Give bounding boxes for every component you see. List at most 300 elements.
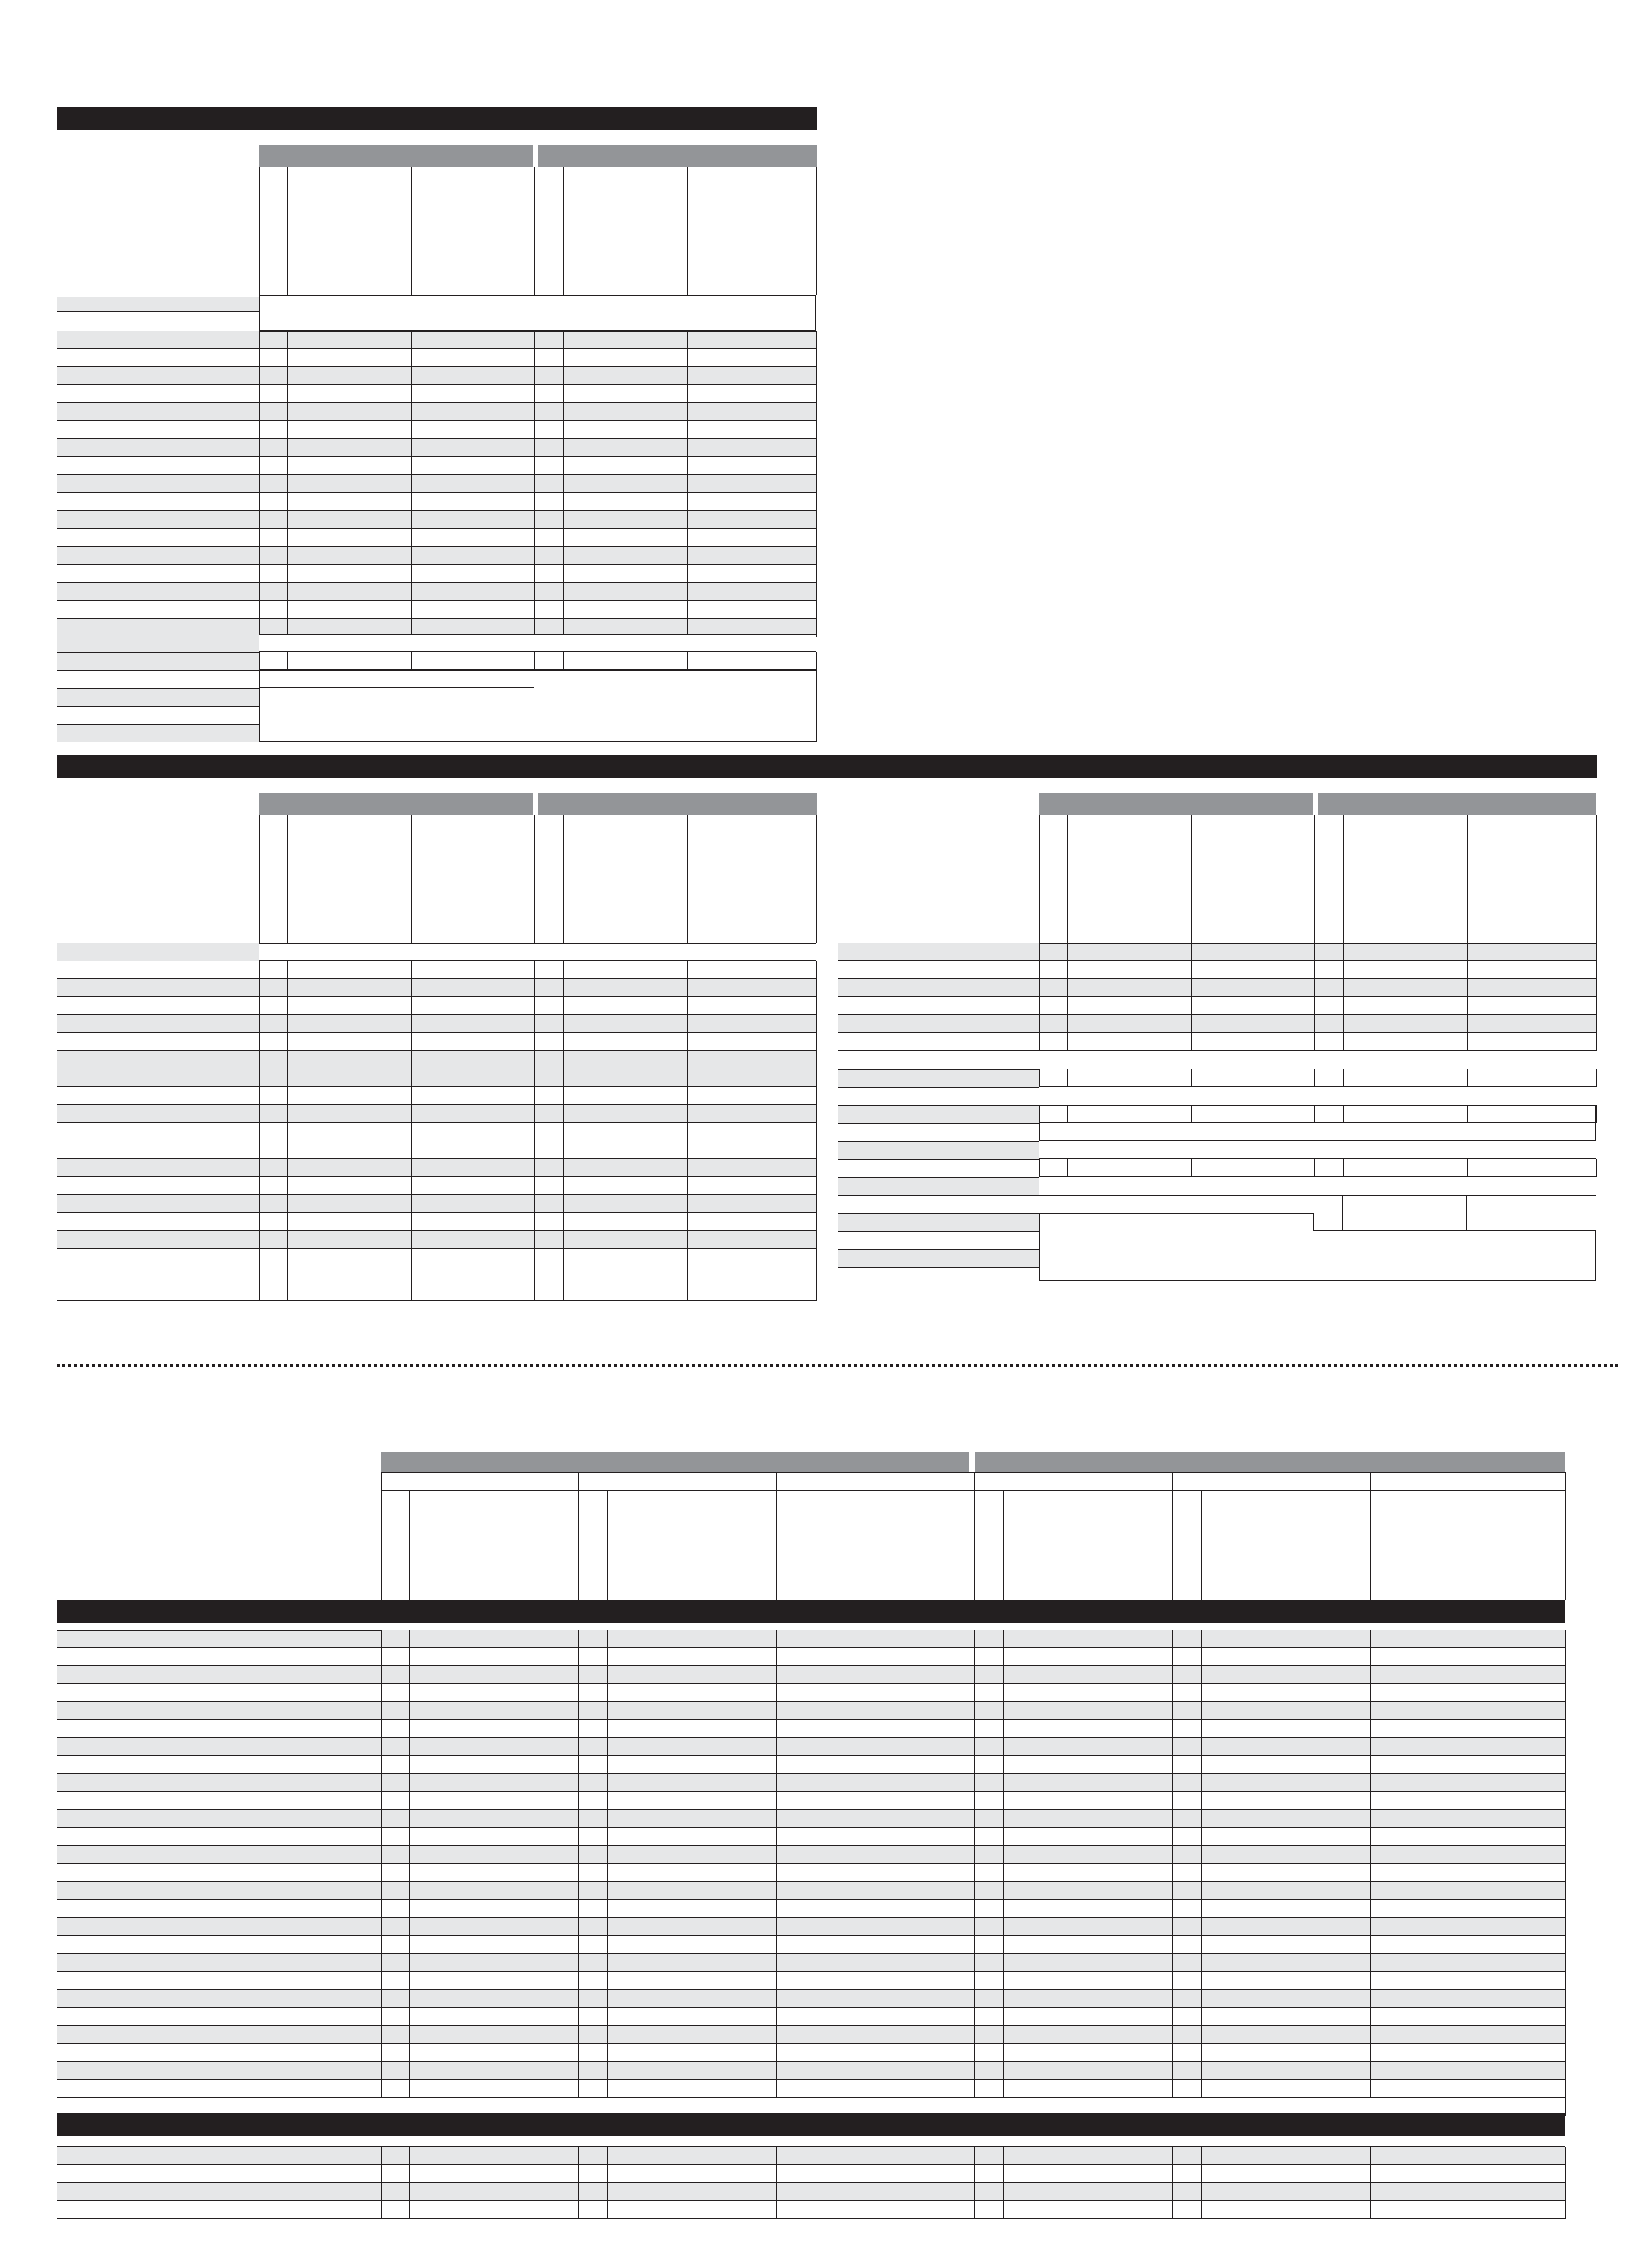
middle-left-table-entry-cell[interactable] <box>412 1231 534 1249</box>
bottom-table-entry-cell[interactable] <box>579 1810 607 1828</box>
middle-right-table-entry-cell[interactable] <box>1468 1015 1596 1033</box>
middle-left-table-entry-cell[interactable] <box>535 961 563 979</box>
top-table-entry-cell[interactable] <box>288 475 411 493</box>
bottom-table-entry-cell[interactable] <box>1173 2026 1201 2044</box>
bottom-table-entry-cell[interactable] <box>410 1936 578 1954</box>
middle-right-table-entry-cell[interactable] <box>1068 1015 1191 1033</box>
bottom-table-entry-cell[interactable] <box>975 1846 1003 1864</box>
middle-left-table-entry-cell[interactable] <box>260 1123 287 1159</box>
bottom-table-entry-cell[interactable] <box>608 2062 776 2080</box>
middle-left-table-entry-cell[interactable] <box>535 1159 563 1177</box>
bottom-table-lower-entry-cell[interactable] <box>975 2147 1003 2165</box>
middle-left-table-entry-cell[interactable] <box>564 1105 687 1123</box>
middle-left-table-entry-cell[interactable] <box>288 1105 411 1123</box>
top-table-entry-cell[interactable] <box>260 439 287 457</box>
top-table-entry-cell[interactable] <box>412 421 534 439</box>
bottom-table-lower-entry-cell[interactable] <box>1173 2183 1201 2201</box>
bottom-table-entry-cell[interactable] <box>1202 2080 1370 2098</box>
bottom-table-entry-cell[interactable] <box>1371 1720 1565 1738</box>
middle-left-table-entry-cell[interactable] <box>564 1087 687 1105</box>
bottom-table-entry-cell[interactable] <box>1371 2008 1565 2026</box>
bottom-table-entry-cell[interactable] <box>975 1936 1003 1954</box>
middle-right-table-entry-cell[interactable] <box>1468 961 1596 979</box>
top-table-entry-cell[interactable] <box>288 457 411 475</box>
bottom-table-entry-cell[interactable] <box>975 1864 1003 1882</box>
bottom-table-entry-cell[interactable] <box>382 2080 409 2098</box>
bottom-table-lower-entry-cell[interactable] <box>1371 2201 1565 2219</box>
top-table-entry-cell[interactable] <box>688 403 816 421</box>
middle-left-table-entry-cell[interactable] <box>288 961 411 979</box>
bottom-table-entry-cell[interactable] <box>382 1774 409 1792</box>
top-table-entry-cell[interactable] <box>260 547 287 565</box>
top-table-entry-cell[interactable] <box>260 475 287 493</box>
top-table-entry-cell[interactable] <box>412 583 534 601</box>
bottom-table-entry-cell[interactable] <box>777 2062 974 2080</box>
top-table-entry-cell[interactable] <box>260 493 287 511</box>
bottom-table-entry-cell[interactable] <box>579 1882 607 1900</box>
middle-left-table-entry-cell[interactable] <box>412 1051 534 1087</box>
bottom-table-entry-cell[interactable] <box>608 1900 776 1918</box>
bottom-table-entry-cell[interactable] <box>1004 1882 1172 1900</box>
middle-left-table-entry-cell[interactable] <box>412 1159 534 1177</box>
middle-left-table-entry-cell[interactable] <box>412 1195 534 1213</box>
bottom-table-entry-cell[interactable] <box>579 1792 607 1810</box>
bottom-table-entry-cell[interactable] <box>608 1702 776 1720</box>
middle-left-table-entry-cell[interactable] <box>535 1033 563 1051</box>
top-table-entry-cell[interactable] <box>260 367 287 385</box>
bottom-table-lower-entry-cell[interactable] <box>975 2165 1003 2183</box>
top-table-entry-cell[interactable] <box>564 457 687 475</box>
top-table-entry-cell[interactable] <box>688 475 816 493</box>
middle-left-table-entry-cell[interactable] <box>535 979 563 997</box>
bottom-table-entry-cell[interactable] <box>410 2026 578 2044</box>
bottom-table-entry-cell[interactable] <box>579 1738 607 1756</box>
bottom-table-entry-cell[interactable] <box>382 1810 409 1828</box>
top-table-entry-cell[interactable] <box>535 367 563 385</box>
middle-left-table-entry-cell[interactable] <box>288 1033 411 1051</box>
top-table-entry-cell[interactable] <box>535 511 563 529</box>
bottom-table-entry-cell[interactable] <box>1202 1990 1370 2008</box>
bottom-table-entry-cell[interactable] <box>975 1810 1003 1828</box>
bottom-table-entry-cell[interactable] <box>579 1756 607 1774</box>
middle-left-table-entry-cell[interactable] <box>564 1123 687 1159</box>
bottom-table-entry-cell[interactable] <box>382 1756 409 1774</box>
bottom-table-entry-cell[interactable] <box>608 1810 776 1828</box>
merged-entry-area[interactable] <box>259 943 816 961</box>
top-table-entry-cell[interactable] <box>260 421 287 439</box>
bottom-table-entry-cell[interactable] <box>1004 1738 1172 1756</box>
bottom-table-entry-cell[interactable] <box>975 2008 1003 2026</box>
bottom-table-entry-cell[interactable] <box>608 1954 776 1972</box>
bottom-table-entry-cell[interactable] <box>1004 1756 1172 1774</box>
bottom-table-entry-cell[interactable] <box>1202 1792 1370 1810</box>
middle-left-table-entry-cell[interactable] <box>412 979 534 997</box>
bottom-table-entry-cell[interactable] <box>777 1846 974 1864</box>
middle-right-table-entry-cell[interactable] <box>1344 1033 1467 1051</box>
bottom-table-entry-cell[interactable] <box>975 1972 1003 1990</box>
top-table-entry-cell[interactable] <box>688 583 816 601</box>
bottom-table-entry-cell[interactable] <box>975 1630 1003 1648</box>
middle-right-table-entry-cell[interactable] <box>1344 997 1467 1015</box>
bottom-table-lower-entry-cell[interactable] <box>382 2183 409 2201</box>
bottom-table-entry-cell[interactable] <box>1004 1648 1172 1666</box>
merged-entry-area[interactable] <box>259 295 816 331</box>
middle-right-table-entry-cell[interactable] <box>1192 1015 1314 1033</box>
bottom-table-entry-cell[interactable] <box>1371 1702 1565 1720</box>
top-table-entry-cell[interactable] <box>412 331 534 349</box>
top-table-entry-cell[interactable] <box>288 439 411 457</box>
bottom-table-entry-cell[interactable] <box>579 1918 607 1936</box>
top-table-entry-cell[interactable] <box>412 601 534 619</box>
bottom-table-entry-cell[interactable] <box>975 1756 1003 1774</box>
bottom-table-lower-entry-cell[interactable] <box>608 2147 776 2165</box>
bottom-table-entry-cell[interactable] <box>382 1972 409 1990</box>
bottom-table-entry-cell[interactable] <box>608 1792 776 1810</box>
bottom-table-entry-cell[interactable] <box>410 1738 578 1756</box>
bottom-table-entry-cell[interactable] <box>1371 1828 1565 1846</box>
middle-left-table-entry-cell[interactable] <box>688 1177 816 1195</box>
bottom-table-entry-cell[interactable] <box>975 1648 1003 1666</box>
bottom-table-entry-cell[interactable] <box>1173 2080 1201 2098</box>
bottom-table-entry-cell[interactable] <box>579 1648 607 1666</box>
middle-left-table-entry-cell[interactable] <box>564 1249 687 1301</box>
bottom-table-entry-cell[interactable] <box>1004 2062 1172 2080</box>
middle-right-table-entry-cell[interactable] <box>1068 961 1191 979</box>
bottom-table-entry-cell[interactable] <box>579 1720 607 1738</box>
merged-entry-area[interactable] <box>1039 1051 1596 1087</box>
bottom-table-entry-cell[interactable] <box>1371 1666 1565 1684</box>
top-table-entry-cell[interactable] <box>535 565 563 583</box>
bottom-table-entry-cell[interactable] <box>608 2026 776 2044</box>
bottom-table-entry-cell[interactable] <box>975 1900 1003 1918</box>
middle-left-table-entry-cell[interactable] <box>412 997 534 1015</box>
bottom-table-entry-cell[interactable] <box>608 1756 776 1774</box>
middle-left-table-entry-cell[interactable] <box>288 979 411 997</box>
middle-left-table-entry-cell[interactable] <box>688 979 816 997</box>
bottom-table-entry-cell[interactable] <box>410 1666 578 1684</box>
bottom-table-entry-cell[interactable] <box>608 1738 776 1756</box>
middle-left-table-entry-cell[interactable] <box>260 1177 287 1195</box>
top-table-entry-cell[interactable] <box>535 547 563 565</box>
middle-left-table-entry-cell[interactable] <box>688 1105 816 1123</box>
bottom-table-entry-cell[interactable] <box>777 1864 974 1882</box>
bottom-table-entry-cell[interactable] <box>975 1738 1003 1756</box>
bottom-table-entry-cell[interactable] <box>777 1972 974 1990</box>
middle-left-table-entry-cell[interactable] <box>564 1177 687 1195</box>
middle-right-table-entry-cell[interactable] <box>1068 943 1191 961</box>
top-table-entry-cell[interactable] <box>688 331 816 349</box>
bottom-table-entry-cell[interactable] <box>1371 1846 1565 1864</box>
bottom-table-entry-cell[interactable] <box>975 1684 1003 1702</box>
top-table-entry-cell[interactable] <box>564 385 687 403</box>
middle-left-table-entry-cell[interactable] <box>260 1087 287 1105</box>
bottom-table-entry-cell[interactable] <box>1173 1846 1201 1864</box>
bottom-table-entry-cell[interactable] <box>579 2044 607 2062</box>
middle-left-table-entry-cell[interactable] <box>288 1123 411 1159</box>
bottom-table-entry-cell[interactable] <box>608 1720 776 1738</box>
top-table-entry-cell[interactable] <box>260 601 287 619</box>
bottom-table-entry-cell[interactable] <box>1004 1630 1172 1648</box>
notes-box[interactable] <box>259 670 817 742</box>
bottom-table-entry-cell[interactable] <box>579 2026 607 2044</box>
bottom-table-entry-cell[interactable] <box>777 1936 974 1954</box>
top-table-entry-cell[interactable] <box>535 493 563 511</box>
bottom-table-entry-cell[interactable] <box>1202 1756 1370 1774</box>
bottom-table-entry-cell[interactable] <box>382 1936 409 1954</box>
top-table-entry-cell[interactable] <box>535 583 563 601</box>
top-table-entry-cell[interactable] <box>412 385 534 403</box>
middle-right-table-entry-cell[interactable] <box>1315 997 1343 1015</box>
bottom-table-entry-cell[interactable] <box>777 1792 974 1810</box>
middle-right-table-entry-cell[interactable] <box>1315 943 1343 961</box>
top-table-entry-cell[interactable] <box>288 547 411 565</box>
middle-left-table-entry-cell[interactable] <box>288 1195 411 1213</box>
bottom-table-entry-cell[interactable] <box>777 1648 974 1666</box>
bottom-table-entry-cell[interactable] <box>1173 1900 1201 1918</box>
top-table-entry-cell[interactable] <box>688 349 816 367</box>
bottom-table-entry-cell[interactable] <box>1173 1738 1201 1756</box>
middle-left-table-entry-cell[interactable] <box>535 1105 563 1123</box>
top-table-entry-cell[interactable] <box>260 385 287 403</box>
middle-left-table-entry-cell[interactable] <box>412 1249 534 1301</box>
middle-left-table-entry-cell[interactable] <box>564 1213 687 1231</box>
middle-right-table-entry-cell[interactable] <box>1068 979 1191 997</box>
bottom-table-entry-cell[interactable] <box>579 1846 607 1864</box>
bottom-table-entry-cell[interactable] <box>975 2062 1003 2080</box>
bottom-table-entry-cell[interactable] <box>1371 1972 1565 1990</box>
bottom-table-entry-cell[interactable] <box>608 1846 776 1864</box>
middle-left-table-entry-cell[interactable] <box>412 961 534 979</box>
bottom-table-entry-cell[interactable] <box>608 1918 776 1936</box>
middle-left-table-entry-cell[interactable] <box>564 1033 687 1051</box>
bottom-table-entry-cell[interactable] <box>975 2080 1003 2098</box>
bottom-table-lower-entry-cell[interactable] <box>1371 2183 1565 2201</box>
bottom-table-entry-cell[interactable] <box>777 1882 974 1900</box>
bottom-table-lower-entry-cell[interactable] <box>1173 2147 1201 2165</box>
top-table-entry-cell[interactable] <box>535 529 563 547</box>
middle-left-table-entry-cell[interactable] <box>535 1231 563 1249</box>
top-table-entry-cell[interactable] <box>535 385 563 403</box>
top-table-entry-cell[interactable] <box>260 529 287 547</box>
middle-left-table-entry-cell[interactable] <box>688 1213 816 1231</box>
bottom-table-entry-cell[interactable] <box>1202 1810 1370 1828</box>
middle-left-table-entry-cell[interactable] <box>288 1231 411 1249</box>
bottom-table-entry-cell[interactable] <box>1371 1864 1565 1882</box>
top-table-entry-cell[interactable] <box>564 367 687 385</box>
top-table-entry-cell[interactable] <box>260 565 287 583</box>
top-table-entry-cell[interactable] <box>564 529 687 547</box>
bottom-table-entry-cell[interactable] <box>1371 1900 1565 1918</box>
middle-left-table-entry-cell[interactable] <box>535 1015 563 1033</box>
bottom-table-entry-cell[interactable] <box>777 2026 974 2044</box>
middle-left-table-entry-cell[interactable] <box>688 1015 816 1033</box>
top-table-entry-cell[interactable] <box>564 583 687 601</box>
bottom-table-entry-cell[interactable] <box>1173 1918 1201 1936</box>
top-table-entry-cell[interactable] <box>535 439 563 457</box>
middle-left-table-entry-cell[interactable] <box>288 1159 411 1177</box>
bottom-table-entry-cell[interactable] <box>579 1936 607 1954</box>
top-table-entry-cell[interactable] <box>260 511 287 529</box>
top-table-entry-cell[interactable] <box>688 385 816 403</box>
bottom-table-entry-cell[interactable] <box>1173 2008 1201 2026</box>
bottom-table-entry-cell[interactable] <box>579 1666 607 1684</box>
bottom-table-lower-entry-cell[interactable] <box>777 2147 974 2165</box>
bottom-table-entry-cell[interactable] <box>1173 1684 1201 1702</box>
bottom-table-entry-cell[interactable] <box>1202 1972 1370 1990</box>
bottom-table-lower-entry-cell[interactable] <box>1004 2165 1172 2183</box>
bottom-table-entry-cell[interactable] <box>777 1702 974 1720</box>
top-table-entry-cell[interactable] <box>260 457 287 475</box>
bottom-table-entry-cell[interactable] <box>608 1882 776 1900</box>
bottom-table-entry-cell[interactable] <box>579 1900 607 1918</box>
bottom-table-lower-entry-cell[interactable] <box>975 2183 1003 2201</box>
bottom-table-entry-cell[interactable] <box>1173 1792 1201 1810</box>
top-table-entry-cell[interactable] <box>564 439 687 457</box>
bottom-table-entry-cell[interactable] <box>410 2062 578 2080</box>
bottom-table-entry-cell[interactable] <box>382 1630 409 1648</box>
bottom-table-entry-cell[interactable] <box>1004 1864 1172 1882</box>
top-table-entry-cell[interactable] <box>535 349 563 367</box>
bottom-table-lower-entry-cell[interactable] <box>1004 2201 1172 2219</box>
middle-left-table-entry-cell[interactable] <box>688 1159 816 1177</box>
bottom-table-entry-cell[interactable] <box>410 1756 578 1774</box>
bottom-table-entry-cell[interactable] <box>1202 1666 1370 1684</box>
bottom-table-lower-entry-cell[interactable] <box>777 2201 974 2219</box>
bottom-table-entry-cell[interactable] <box>777 2044 974 2062</box>
bottom-table-entry-cell[interactable] <box>975 1990 1003 2008</box>
bottom-table-entry-cell[interactable] <box>1202 1936 1370 1954</box>
top-table-entry-cell[interactable] <box>412 457 534 475</box>
middle-right-table-entry-cell[interactable] <box>1315 1015 1343 1033</box>
middle-left-table-entry-cell[interactable] <box>288 1015 411 1033</box>
middle-left-table-entry-cell[interactable] <box>688 997 816 1015</box>
bottom-table-entry-cell[interactable] <box>579 1684 607 1702</box>
entry-cell[interactable] <box>1313 1213 1596 1231</box>
bottom-table-entry-cell[interactable] <box>410 1702 578 1720</box>
top-table-entry-cell[interactable] <box>688 511 816 529</box>
bottom-table-entry-cell[interactable] <box>777 1810 974 1828</box>
bottom-table-entry-cell[interactable] <box>608 1828 776 1846</box>
top-table-entry-cell[interactable] <box>288 583 411 601</box>
bottom-table-entry-cell[interactable] <box>1202 1828 1370 1846</box>
bottom-table-entry-cell[interactable] <box>1173 1882 1201 1900</box>
bottom-table-entry-cell[interactable] <box>382 1864 409 1882</box>
top-table-entry-cell[interactable] <box>535 601 563 619</box>
bottom-table-entry-cell[interactable] <box>777 1720 974 1738</box>
bottom-table-entry-cell[interactable] <box>382 1990 409 2008</box>
top-table-entry-cell[interactable] <box>564 475 687 493</box>
bottom-table-entry-cell[interactable] <box>975 1702 1003 1720</box>
top-table-entry-cell[interactable] <box>288 421 411 439</box>
middle-left-table-entry-cell[interactable] <box>260 1249 287 1301</box>
bottom-table-entry-cell[interactable] <box>777 1990 974 2008</box>
bottom-table-entry-cell[interactable] <box>777 1918 974 1936</box>
top-table-entry-cell[interactable] <box>688 529 816 547</box>
bottom-table-entry-cell[interactable] <box>1173 1630 1201 1648</box>
bottom-table-entry-cell[interactable] <box>1173 1702 1201 1720</box>
bottom-table-entry-cell[interactable] <box>410 1720 578 1738</box>
bottom-table-entry-cell[interactable] <box>608 1864 776 1882</box>
top-table-entry-cell[interactable] <box>288 511 411 529</box>
bottom-table-entry-cell[interactable] <box>382 1720 409 1738</box>
bottom-table-entry-cell[interactable] <box>777 1738 974 1756</box>
top-table-entry-cell[interactable] <box>564 421 687 439</box>
top-table-entry-cell[interactable] <box>260 583 287 601</box>
bottom-table-entry-cell[interactable] <box>1371 2080 1565 2098</box>
bottom-table-entry-cell[interactable] <box>382 1684 409 1702</box>
bottom-table-entry-cell[interactable] <box>1173 1954 1201 1972</box>
bottom-table-entry-cell[interactable] <box>1371 1684 1565 1702</box>
middle-left-table-entry-cell[interactable] <box>688 961 816 979</box>
bottom-table-entry-cell[interactable] <box>1202 1864 1370 1882</box>
middle-right-table-entry-cell[interactable] <box>1344 961 1467 979</box>
bottom-table-entry-cell[interactable] <box>608 1936 776 1954</box>
bottom-table-lower-entry-cell[interactable] <box>608 2165 776 2183</box>
middle-left-table-entry-cell[interactable] <box>564 1195 687 1213</box>
bottom-table-entry-cell[interactable] <box>382 1792 409 1810</box>
bottom-table-entry-cell[interactable] <box>1004 1810 1172 1828</box>
middle-left-table-entry-cell[interactable] <box>412 1177 534 1195</box>
bottom-table-entry-cell[interactable] <box>1371 1738 1565 1756</box>
bottom-table-entry-cell[interactable] <box>382 2008 409 2026</box>
bottom-table-entry-cell[interactable] <box>1371 1954 1565 1972</box>
bottom-table-entry-cell[interactable] <box>1202 2062 1370 2080</box>
bottom-table-lower-entry-cell[interactable] <box>1371 2147 1565 2165</box>
bottom-table-entry-cell[interactable] <box>975 2044 1003 2062</box>
bottom-table-entry-cell[interactable] <box>777 1828 974 1846</box>
middle-left-table-entry-cell[interactable] <box>288 997 411 1015</box>
bottom-table-entry-cell[interactable] <box>777 1684 974 1702</box>
bottom-table-entry-cell[interactable] <box>777 1954 974 1972</box>
bottom-table-entry-cell[interactable] <box>777 1774 974 1792</box>
bottom-table-entry-cell[interactable] <box>608 2044 776 2062</box>
middle-right-table-entry-cell[interactable] <box>1040 997 1067 1015</box>
bottom-table-entry-cell[interactable] <box>410 1900 578 1918</box>
top-table-entry-cell[interactable] <box>535 331 563 349</box>
middle-right-table-entry-cell[interactable] <box>1344 943 1467 961</box>
middle-left-table-entry-cell[interactable] <box>412 1015 534 1033</box>
bottom-table-entry-cell[interactable] <box>579 2008 607 2026</box>
middle-left-table-entry-cell[interactable] <box>260 1213 287 1231</box>
top-table-entry-cell[interactable] <box>288 403 411 421</box>
top-table-entry-cell[interactable] <box>535 421 563 439</box>
bottom-table-entry-cell[interactable] <box>608 1630 776 1648</box>
middle-right-table-entry-cell[interactable] <box>1468 979 1596 997</box>
bottom-table-entry-cell[interactable] <box>608 1990 776 2008</box>
bottom-table-entry-cell[interactable] <box>1202 2026 1370 2044</box>
top-table-entry-cell[interactable] <box>688 601 816 619</box>
bottom-table-entry-cell[interactable] <box>579 1954 607 1972</box>
middle-left-table-entry-cell[interactable] <box>535 1249 563 1301</box>
bottom-table-entry-cell[interactable] <box>1202 1954 1370 1972</box>
middle-left-table-entry-cell[interactable] <box>412 1123 534 1159</box>
merged-entry-area[interactable] <box>259 634 816 652</box>
middle-left-table-entry-cell[interactable] <box>412 1087 534 1105</box>
bottom-table-entry-cell[interactable] <box>410 1990 578 2008</box>
bottom-table-entry-cell[interactable] <box>410 2080 578 2098</box>
bottom-table-entry-cell[interactable] <box>579 2080 607 2098</box>
middle-left-table-entry-cell[interactable] <box>688 1087 816 1105</box>
bottom-table-entry-cell[interactable] <box>1173 1828 1201 1846</box>
bottom-table-entry-cell[interactable] <box>579 2062 607 2080</box>
bottom-table-entry-cell[interactable] <box>382 1828 409 1846</box>
bottom-table-entry-cell[interactable] <box>1004 2008 1172 2026</box>
bottom-table-entry-cell[interactable] <box>579 1702 607 1720</box>
bottom-table-entry-cell[interactable] <box>975 1918 1003 1936</box>
bottom-table-lower-entry-cell[interactable] <box>1202 2147 1370 2165</box>
bottom-table-lower-entry-cell[interactable] <box>1004 2183 1172 2201</box>
bottom-table-entry-cell[interactable] <box>410 2044 578 2062</box>
